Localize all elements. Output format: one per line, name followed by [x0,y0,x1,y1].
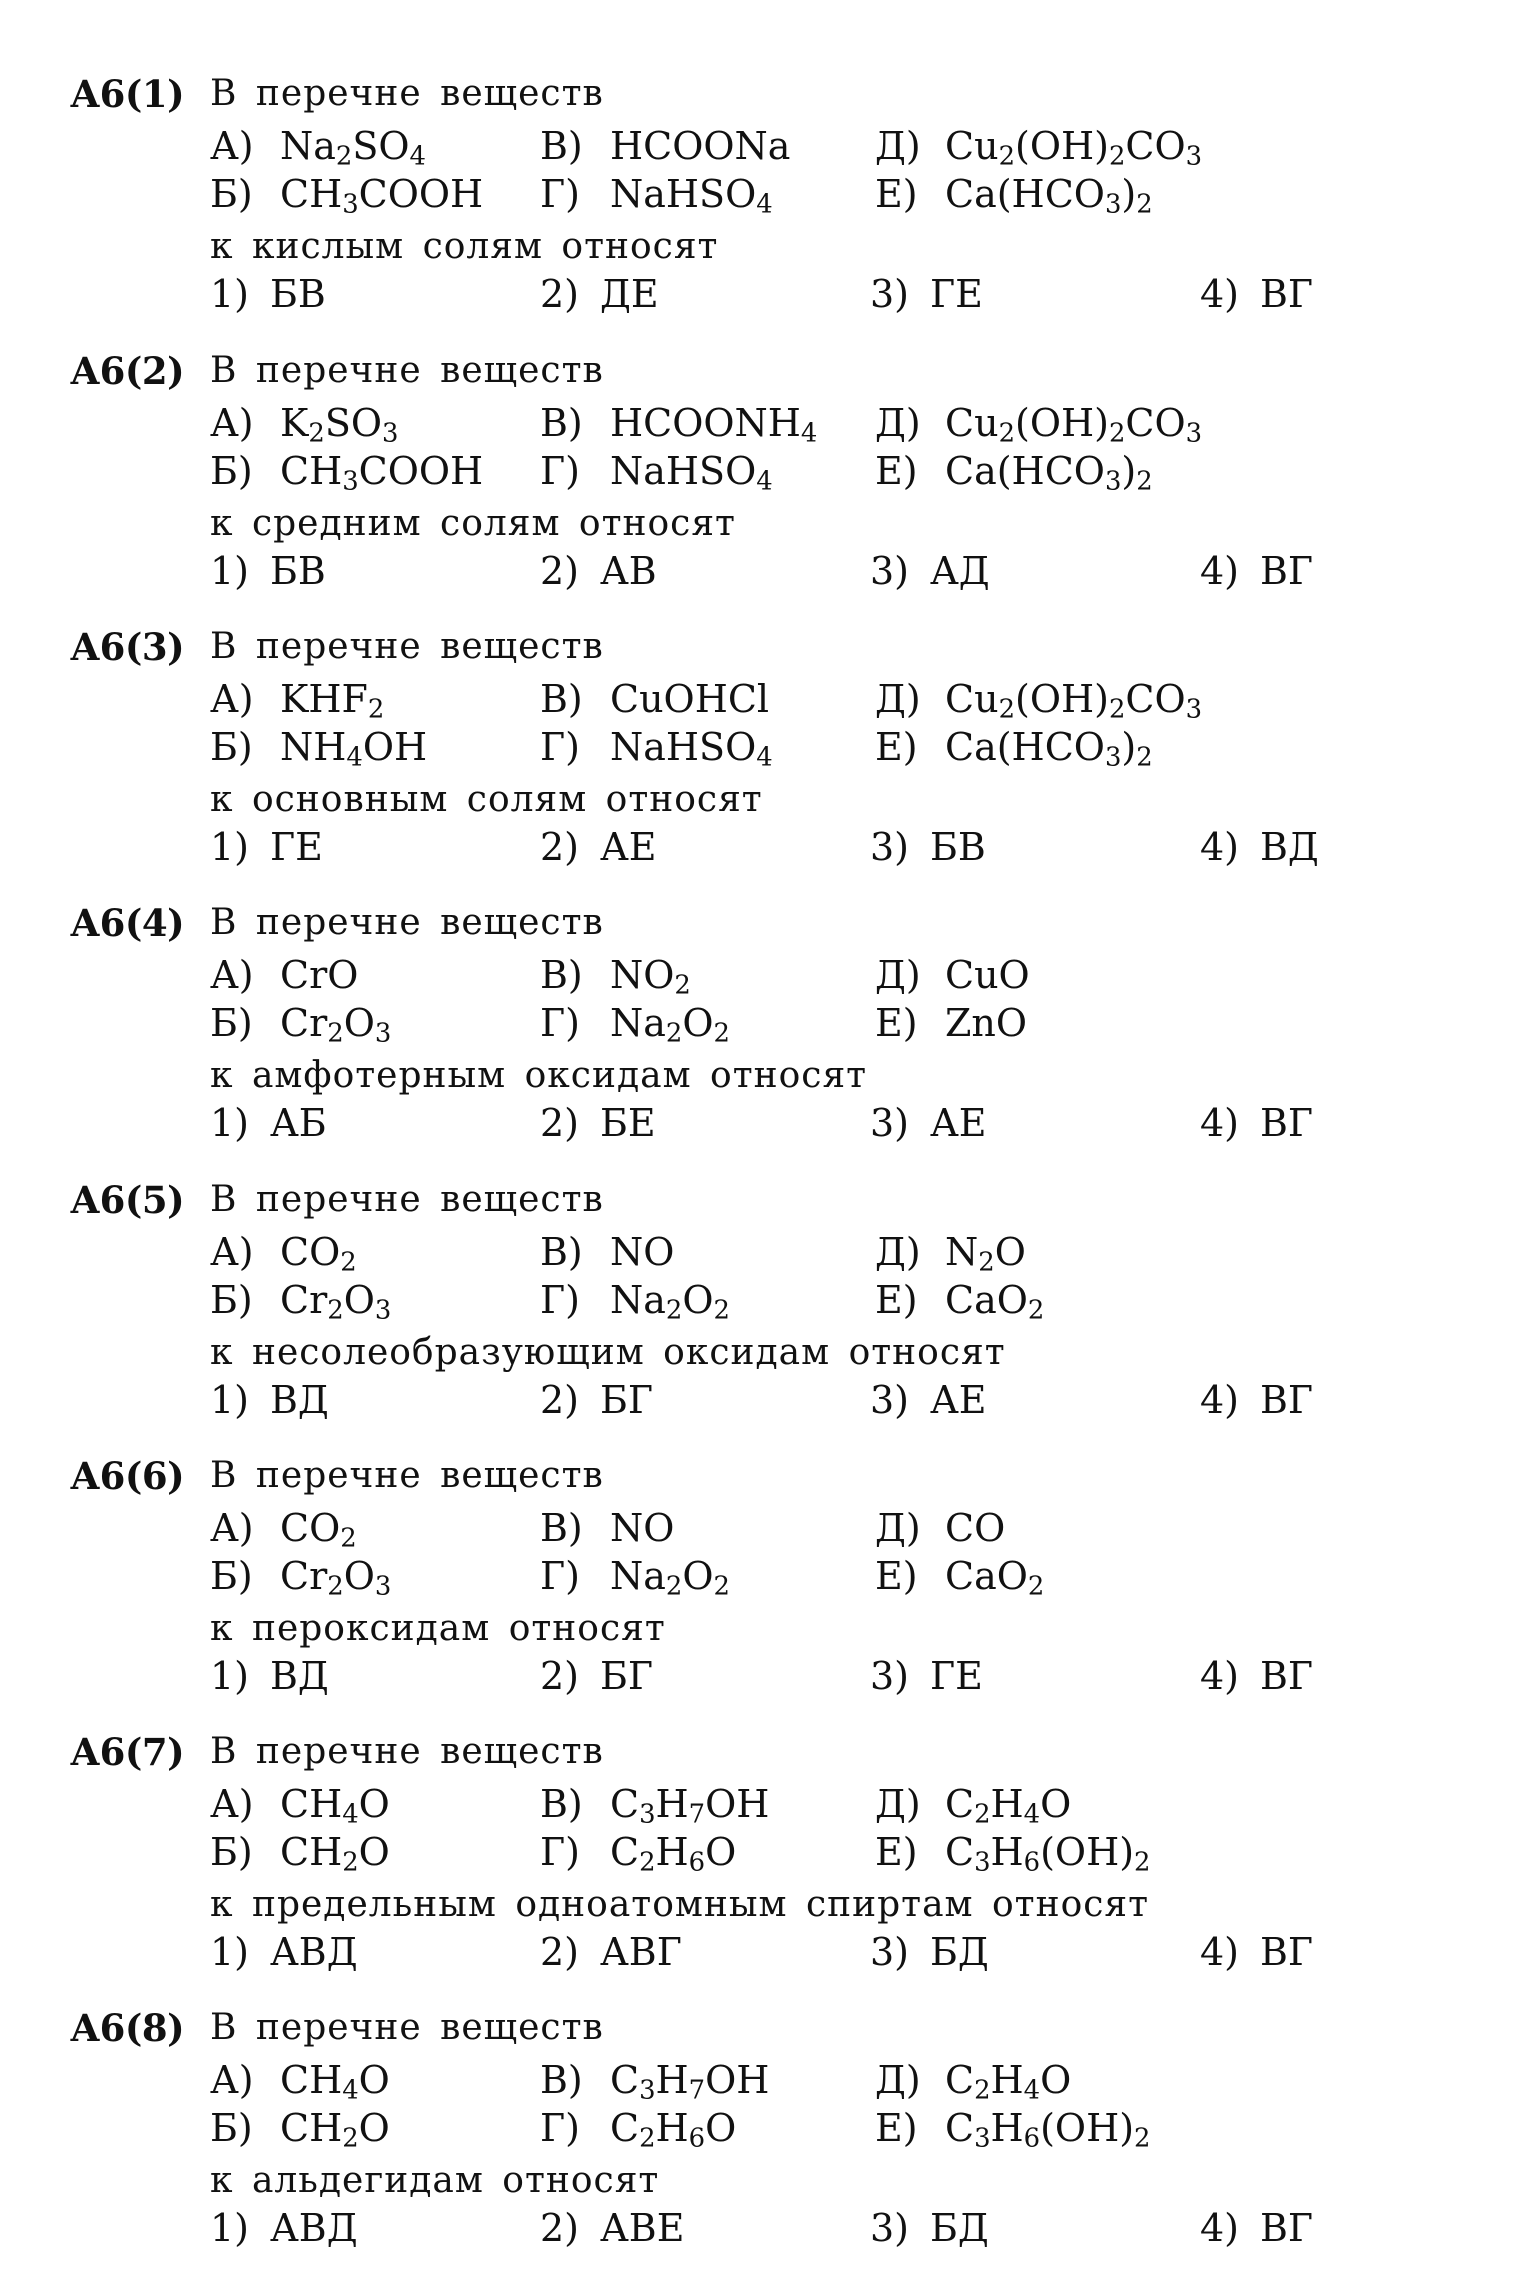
option-label: Д) [875,1782,921,1826]
answer-choice [1200,1376,1313,1424]
substance-option [540,1828,736,1876]
substance-option [540,1228,674,1276]
answer-letters: ВГ [1260,1654,1314,1698]
answer-number: 1) [210,1378,250,1422]
answer-number: 4) [1200,272,1240,316]
option-label: А) [210,124,254,168]
answer-letters: АВГ [600,1930,682,1974]
substance-option [210,1504,357,1552]
option-label: В) [540,401,583,445]
option-label: А) [210,401,254,445]
substance-option [540,675,769,723]
chemical-formula: $C_3H_7OH$ [610,1782,770,1830]
option-label: А) [210,2058,254,2102]
chemical-formula: $Na_2O_2$ [610,1554,730,1602]
answer-choice [870,270,983,318]
question-intro: В перечне веществ [210,626,604,667]
option-label: Г) [540,172,580,216]
substance-option [540,951,691,999]
chemical-formula: CuOHCl [610,677,770,721]
chemical-formula: $CH_3COOH$ [280,172,484,220]
answer-letters: БД [930,1930,989,1974]
answer-number: 3) [870,1378,910,1422]
substance-option [875,1504,1005,1552]
answer-choice [540,547,657,595]
answer-letters: ГЕ [270,825,323,869]
answer-choice [1200,1928,1313,1976]
option-label: Б) [210,1830,253,1874]
answer-letters: ВГ [1260,272,1314,316]
chemical-formula: $Ca(HCO_3)_2$ [945,725,1153,773]
option-label: Г) [540,1001,580,1045]
substance-option [875,2056,1071,2104]
answer-number: 4) [1200,1654,1240,1698]
answer-number: 4) [1200,2206,1240,2250]
question-block [0,623,1527,898]
option-label: Е) [875,2106,918,2150]
answer-choice [1200,270,1313,318]
chemical-formula: $Na_2SO_4$ [280,124,426,172]
answer-letters: БВ [930,825,986,869]
answer-number: 3) [870,1101,910,1145]
answer-choice [210,2204,358,2252]
answer-choice [1200,2204,1313,2252]
option-label: Д) [875,401,921,445]
option-label: Б) [210,449,253,493]
answer-letters: АВ [600,549,657,593]
answer-letters: БГ [600,1378,654,1422]
question-block [0,347,1527,622]
answer-number: 3) [870,1930,910,1974]
question-criterion: к основным солям относят [210,779,763,820]
answer-choice [210,1652,329,1700]
chemical-formula: CrO [280,953,359,997]
question-number: А6(6) [70,1454,185,1498]
substance-option [875,675,1202,723]
chemical-formula: $C_3H_6(OH)_2$ [945,1830,1151,1878]
chemical-formula: HCOONa [610,124,791,168]
answer-number: 1) [210,2206,250,2250]
option-label: Г) [540,1830,580,1874]
answer-letters: АВД [270,2206,358,2250]
substance-option [210,122,426,170]
answer-number: 2) [540,1378,580,1422]
question-intro: В перечне веществ [210,73,604,114]
answer-letters: ВГ [1260,549,1314,593]
chemical-formula: $CH_2O$ [280,1830,390,1878]
answer-choice [540,823,657,871]
substance-option [875,2104,1150,2152]
answer-letters: ДЕ [600,272,659,316]
answer-choice [540,270,659,318]
question-number: А6(2) [70,349,185,393]
option-label: Е) [875,1830,918,1874]
question-block [0,1176,1527,1451]
answer-number: 4) [1200,825,1240,869]
option-label: Г) [540,1554,580,1598]
chemical-formula: $Ca(HCO_3)_2$ [945,449,1153,497]
question-criterion: к пероксидам относят [210,1608,666,1649]
answer-letters: АЕ [930,1378,987,1422]
chemical-formula: $C_3H_6(OH)_2$ [945,2106,1151,2154]
answer-choice [1200,1652,1313,1700]
option-label: А) [210,953,254,997]
question-criterion: к несолеобразующим оксидам относят [210,1332,1006,1373]
question-intro: В перечне веществ [210,2007,604,2048]
chemical-formula: $CH_4O$ [280,2058,390,2106]
answer-choice [210,1099,327,1147]
answer-letters: БВ [270,549,326,593]
option-label: А) [210,1230,254,1274]
option-label: Г) [540,449,580,493]
substance-option [875,999,1027,1047]
option-label: Б) [210,172,253,216]
chemical-formula: $Cu_2(OH)_2CO_3$ [945,124,1203,172]
chemical-formula: $C_3H_7OH$ [610,2058,770,2106]
answer-number: 4) [1200,1101,1240,1145]
answer-number: 3) [870,825,910,869]
answer-choice [870,547,990,595]
question-number: А6(1) [70,72,185,116]
chemical-formula: CO [945,1506,1006,1550]
substance-option [875,723,1153,771]
question-intro: В перечне веществ [210,1179,604,1220]
substance-option [210,1228,357,1276]
substance-option [540,2104,736,2152]
answer-letters: БВ [270,272,326,316]
substance-option [210,2056,390,2104]
substance-option [210,1276,391,1324]
substance-option [210,1780,390,1828]
answer-choice [1200,547,1313,595]
substance-option [210,170,483,218]
question-number: А6(8) [70,2006,185,2050]
question-intro: В перечне веществ [210,1455,604,1496]
answer-letters: ВГ [1260,2206,1314,2250]
answer-choice [540,1928,682,1976]
substance-option [540,723,773,771]
chemical-formula: $Na_2O_2$ [610,1001,730,1049]
option-label: Е) [875,725,918,769]
substance-option [540,2056,769,2104]
substance-option [540,122,790,170]
chemical-formula: $Cu_2(OH)_2CO_3$ [945,401,1203,449]
option-label: Е) [875,449,918,493]
answer-number: 1) [210,1930,250,1974]
substance-option [210,723,427,771]
answer-letters: АБ [270,1101,327,1145]
answer-number: 3) [870,2206,910,2250]
chemical-formula: $KHF_2$ [280,677,385,725]
substance-option [875,399,1202,447]
answer-letters: АВЕ [600,2206,685,2250]
chemical-formula: $HCOONH_4$ [610,401,818,449]
answer-choice [540,1652,653,1700]
substance-option [540,1552,730,1600]
answer-number: 2) [540,1101,580,1145]
option-label: Е) [875,172,918,216]
option-label: Д) [875,124,921,168]
answer-letters: ВД [270,1654,329,1698]
chemical-formula: $CO_2$ [280,1230,357,1278]
answer-choice [870,1928,989,1976]
chemical-formula: $C_2H_4O$ [945,2058,1072,2106]
option-label: Б) [210,2106,253,2150]
chemical-formula: CuO [945,953,1030,997]
substance-option [210,675,384,723]
option-label: Б) [210,1001,253,1045]
answer-number: 1) [210,1654,250,1698]
chemical-formula: NaHSO$_4$ [610,449,773,497]
chemical-formula: $Cr_2O_3$ [280,1278,392,1326]
option-label: В) [540,953,583,997]
answer-letters: ВГ [1260,1101,1314,1145]
substance-option [875,170,1153,218]
option-label: Д) [875,1506,921,1550]
option-label: Г) [540,1278,580,1322]
answer-letters: БЕ [600,1101,656,1145]
question-criterion: к альдегидам относят [210,2160,660,2201]
answer-letters: ВД [1260,825,1319,869]
chemical-formula: NO [610,1230,675,1274]
chemical-formula: $N_2O$ [945,1230,1026,1278]
answer-number: 2) [540,1654,580,1698]
chemical-formula: $NH_4OH$ [280,725,428,773]
option-label: Б) [210,725,253,769]
answer-letters: БД [930,2206,989,2250]
substance-option [210,2104,390,2152]
question-number: А6(3) [70,625,185,669]
substance-option [875,1828,1150,1876]
substance-option [540,1780,769,1828]
chemical-formula: NaHSO$_4$ [610,172,773,220]
answer-choice [210,1928,358,1976]
question-intro: В перечне веществ [210,1731,604,1772]
chemical-formula: $C_2H_6O$ [610,2106,737,2154]
option-label: Е) [875,1001,918,1045]
option-label: Д) [875,677,921,721]
chemical-formula: $C_2H_6O$ [610,1830,737,1878]
substance-option [210,447,483,495]
chemical-formula: ZnO [945,1001,1028,1045]
option-label: Д) [875,953,921,997]
chemical-formula: $C_2H_4O$ [945,1782,1072,1830]
answer-number: 1) [210,549,250,593]
option-label: Б) [210,1278,253,1322]
answer-letters: АЕ [930,1101,987,1145]
question-number: А6(4) [70,901,185,945]
answer-number: 1) [210,825,250,869]
substance-option [540,1504,674,1552]
answer-choice [870,823,986,871]
answer-choice [210,547,326,595]
substance-option [540,399,817,447]
answer-choice [540,1099,656,1147]
question-block [0,2004,1527,2279]
answer-choice [210,270,326,318]
option-label: В) [540,1506,583,1550]
answer-number: 1) [210,1101,250,1145]
answer-letters: АВД [270,1930,358,1974]
question-criterion: к средним солям относят [210,503,736,544]
answer-number: 3) [870,549,910,593]
chemical-formula: CaO$_2$ [945,1278,1045,1326]
chemical-formula: $Cr_2O_3$ [280,1554,392,1602]
chemical-formula: $Cr_2O_3$ [280,1001,392,1049]
answer-choice [870,1376,987,1424]
chemical-formula: CaO$_2$ [945,1554,1045,1602]
question-block [0,1452,1527,1727]
chemical-formula: $Ca(HCO_3)_2$ [945,172,1153,220]
question-block [0,899,1527,1174]
answer-number: 2) [540,825,580,869]
substance-option [875,1780,1071,1828]
chemical-formula: NO [610,1506,675,1550]
chemical-formula: $CH_4O$ [280,1782,390,1830]
chemical-formula: $CH_2O$ [280,2106,390,2154]
question-block [0,1728,1527,2003]
answer-number: 2) [540,549,580,593]
answer-letters: ВД [270,1378,329,1422]
substance-option [210,999,391,1047]
option-label: В) [540,2058,583,2102]
substance-option [875,951,1030,999]
chemical-formula: $Na_2O_2$ [610,1278,730,1326]
answer-number: 4) [1200,549,1240,593]
option-label: В) [540,677,583,721]
substance-option [210,951,358,999]
option-label: В) [540,1782,583,1826]
question-criterion: к кислым солям относят [210,226,719,267]
substance-option [875,1552,1044,1600]
answer-number: 2) [540,272,580,316]
option-label: В) [540,124,583,168]
option-label: А) [210,1506,254,1550]
option-label: А) [210,677,254,721]
option-label: А) [210,1782,254,1826]
substance-option [540,447,773,495]
answer-number: 4) [1200,1930,1240,1974]
answer-number: 4) [1200,1378,1240,1422]
chemical-formula: $NO_2$ [610,953,691,1001]
option-label: Г) [540,2106,580,2150]
answer-choice [870,2204,989,2252]
answer-choice [870,1099,987,1147]
substance-option [875,122,1202,170]
question-number: А6(7) [70,1730,185,1774]
substance-option [875,447,1153,495]
option-label: Г) [540,725,580,769]
substance-option [540,999,730,1047]
chemical-formula: $K_2SO_3$ [280,401,399,449]
substance-option [210,1828,390,1876]
answer-letters: ГЕ [930,272,983,316]
answer-choice [870,1652,983,1700]
option-label: В) [540,1230,583,1274]
chemical-formula: $CH_3COOH$ [280,449,484,497]
answer-letters: ВГ [1260,1930,1314,1974]
substance-option [210,1552,391,1600]
question-criterion: к амфотерным оксидам относят [210,1055,868,1096]
question-criterion: к предельным одноатомным спиртам относят [210,1884,1150,1925]
answer-choice [210,1376,329,1424]
substance-option [540,1276,730,1324]
option-label: Д) [875,2058,921,2102]
answer-number: 1) [210,272,250,316]
answer-choice [1200,1099,1313,1147]
answer-choice [540,1376,653,1424]
answer-letters: АЕ [600,825,657,869]
answer-choice [1200,823,1319,871]
answer-letters: БГ [600,1654,654,1698]
chemical-formula: $Cu_2(OH)_2CO_3$ [945,677,1203,725]
answer-letters: ГЕ [930,1654,983,1698]
answer-number: 2) [540,2206,580,2250]
substance-option [210,399,398,447]
substance-option [875,1228,1026,1276]
option-label: Е) [875,1278,918,1322]
chemical-formula: NaHSO$_4$ [610,725,773,773]
answer-number: 3) [870,1654,910,1698]
substance-option [875,1276,1044,1324]
option-label: Е) [875,1554,918,1598]
answer-choice [540,2204,684,2252]
answer-number: 3) [870,272,910,316]
substance-option [540,170,773,218]
option-label: Д) [875,1230,921,1274]
answer-letters: АД [930,549,990,593]
answer-letters: ВГ [1260,1378,1314,1422]
question-intro: В перечне веществ [210,902,604,943]
question-intro: В перечне веществ [210,350,604,391]
answer-choice [210,823,323,871]
option-label: Б) [210,1554,253,1598]
question-block [0,70,1527,345]
question-number: А6(5) [70,1178,185,1222]
chemical-formula: $CO_2$ [280,1506,357,1554]
answer-number: 2) [540,1930,580,1974]
